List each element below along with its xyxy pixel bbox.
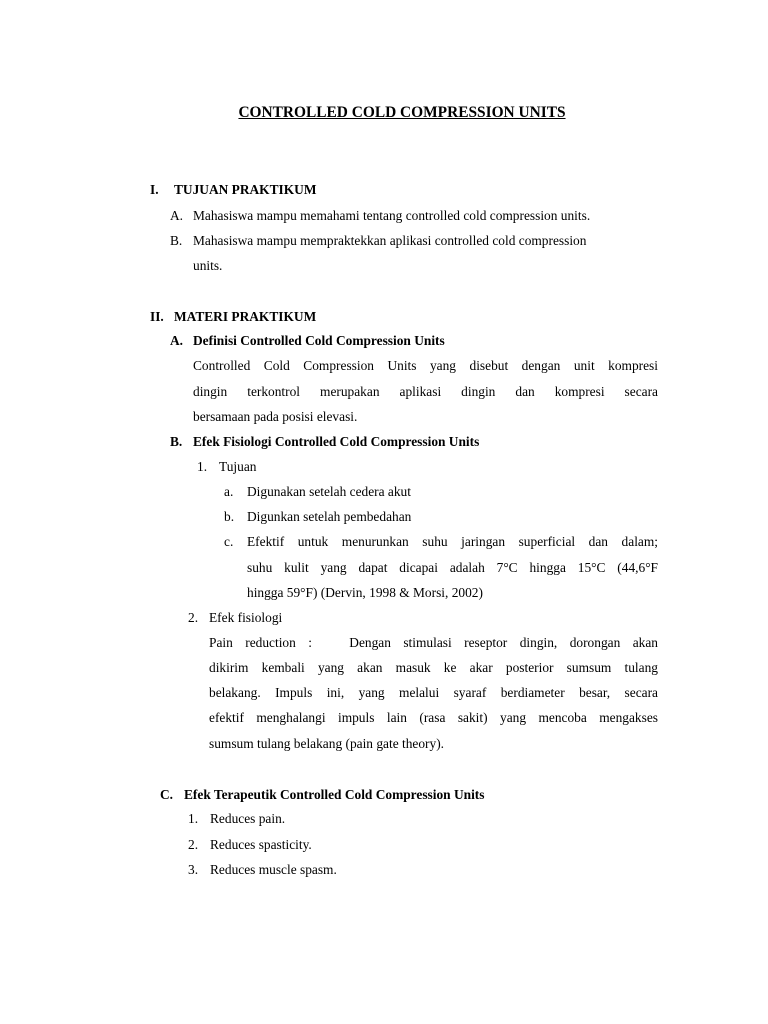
list-item-2-line: efektif menghalangi impuls lain (rasa sakit) yang mencoba mengakses: [209, 710, 658, 725]
subsection-a-line: dingin terkontrol merupakan aplikasi dingin dan kompresi secara: [193, 384, 658, 399]
list-item-2-line: Pain reduction : Dengan stimulasi reseptor dingin, dorongan akan: [209, 635, 658, 650]
subsection-b-heading: Efek Fisiologi Controlled Cold Compression Units: [193, 434, 480, 449]
subsection-c-marker: C.: [160, 787, 174, 802]
section-2-number: II.: [150, 309, 164, 324]
list-item-2-marker: 2.: [188, 610, 199, 625]
list-subitem-c-line: hingga 59°F) (Dervin, 1998 & Morsi, 2002): [247, 585, 483, 600]
section-1-item-b-text-cont: units.: [193, 258, 223, 273]
subsection-a-heading: Definisi Controlled Cold Compression Units: [193, 333, 445, 348]
section-1-number: I.: [150, 182, 159, 197]
list-subitem-b-marker: b.: [224, 509, 235, 524]
list-subitem-a-marker: a.: [224, 484, 234, 499]
document-title: CONTROLLED COLD COMPRESSION UNITS: [238, 104, 566, 121]
list-item-1-label: Tujuan: [219, 459, 257, 474]
section-1-item-a-text: Mahasiswa mampu memahami tentang controlled cold compression units.: [193, 208, 591, 223]
subsection-a-marker: A.: [170, 333, 184, 348]
subsection-b-marker: B.: [170, 434, 183, 449]
section-1-heading: TUJUAN PRAKTIKUM: [174, 182, 317, 197]
list-item-marker: 2.: [188, 837, 199, 852]
section-2-heading: MATERI PRAKTIKUM: [174, 309, 317, 324]
subsection-a-line: Controlled Cold Compression Units yang disebut dengan unit kompresi: [193, 358, 658, 373]
list-subitem-c-line: Efektif untuk menurunkan suhu jaringan superficial dan dalam;: [247, 534, 658, 549]
list-item-2-label: Efek fisiologi: [209, 610, 283, 625]
list-item-1-marker: 1.: [197, 459, 208, 474]
list-item-text: Reduces pain.: [210, 811, 286, 826]
list-item-2-line: dikirim kembali yang akan masuk ke akar posterior sumsum tulang: [209, 660, 658, 675]
section-1-item-a-marker: A.: [170, 208, 184, 223]
list-item-text: Reduces muscle spasm.: [210, 862, 337, 877]
list-subitem-a-text: Digunakan setelah cedera akut: [247, 484, 411, 499]
list-subitem-c-line: suhu kulit yang dapat dicapai adalah 7°C hingga 15°C (44,6°F: [247, 560, 658, 575]
section-1-item-b-marker: B.: [170, 233, 183, 248]
subsection-a-line: bersamaan pada posisi elevasi.: [193, 409, 358, 424]
section-1-item-b-text: Mahasiswa mampu mempraktekkan aplikasi controlled cold compression: [193, 233, 587, 248]
list-item-marker: 1.: [188, 811, 199, 826]
list-item-2-line: sumsum tulang belakang (pain gate theory).: [209, 736, 445, 751]
subsection-c-heading: Efek Terapeutik Controlled Cold Compression Units: [184, 787, 485, 802]
list-item-2-line: belakang. Impuls ini, yang melalui syaraf berdiameter besar, secara: [209, 685, 658, 700]
list-item-text: Reduces spasticity.: [210, 837, 312, 852]
list-subitem-b-text: Digunkan setelah pembedahan: [247, 509, 412, 524]
list-item-marker: 3.: [188, 862, 199, 877]
list-subitem-c-marker: c.: [224, 534, 234, 549]
